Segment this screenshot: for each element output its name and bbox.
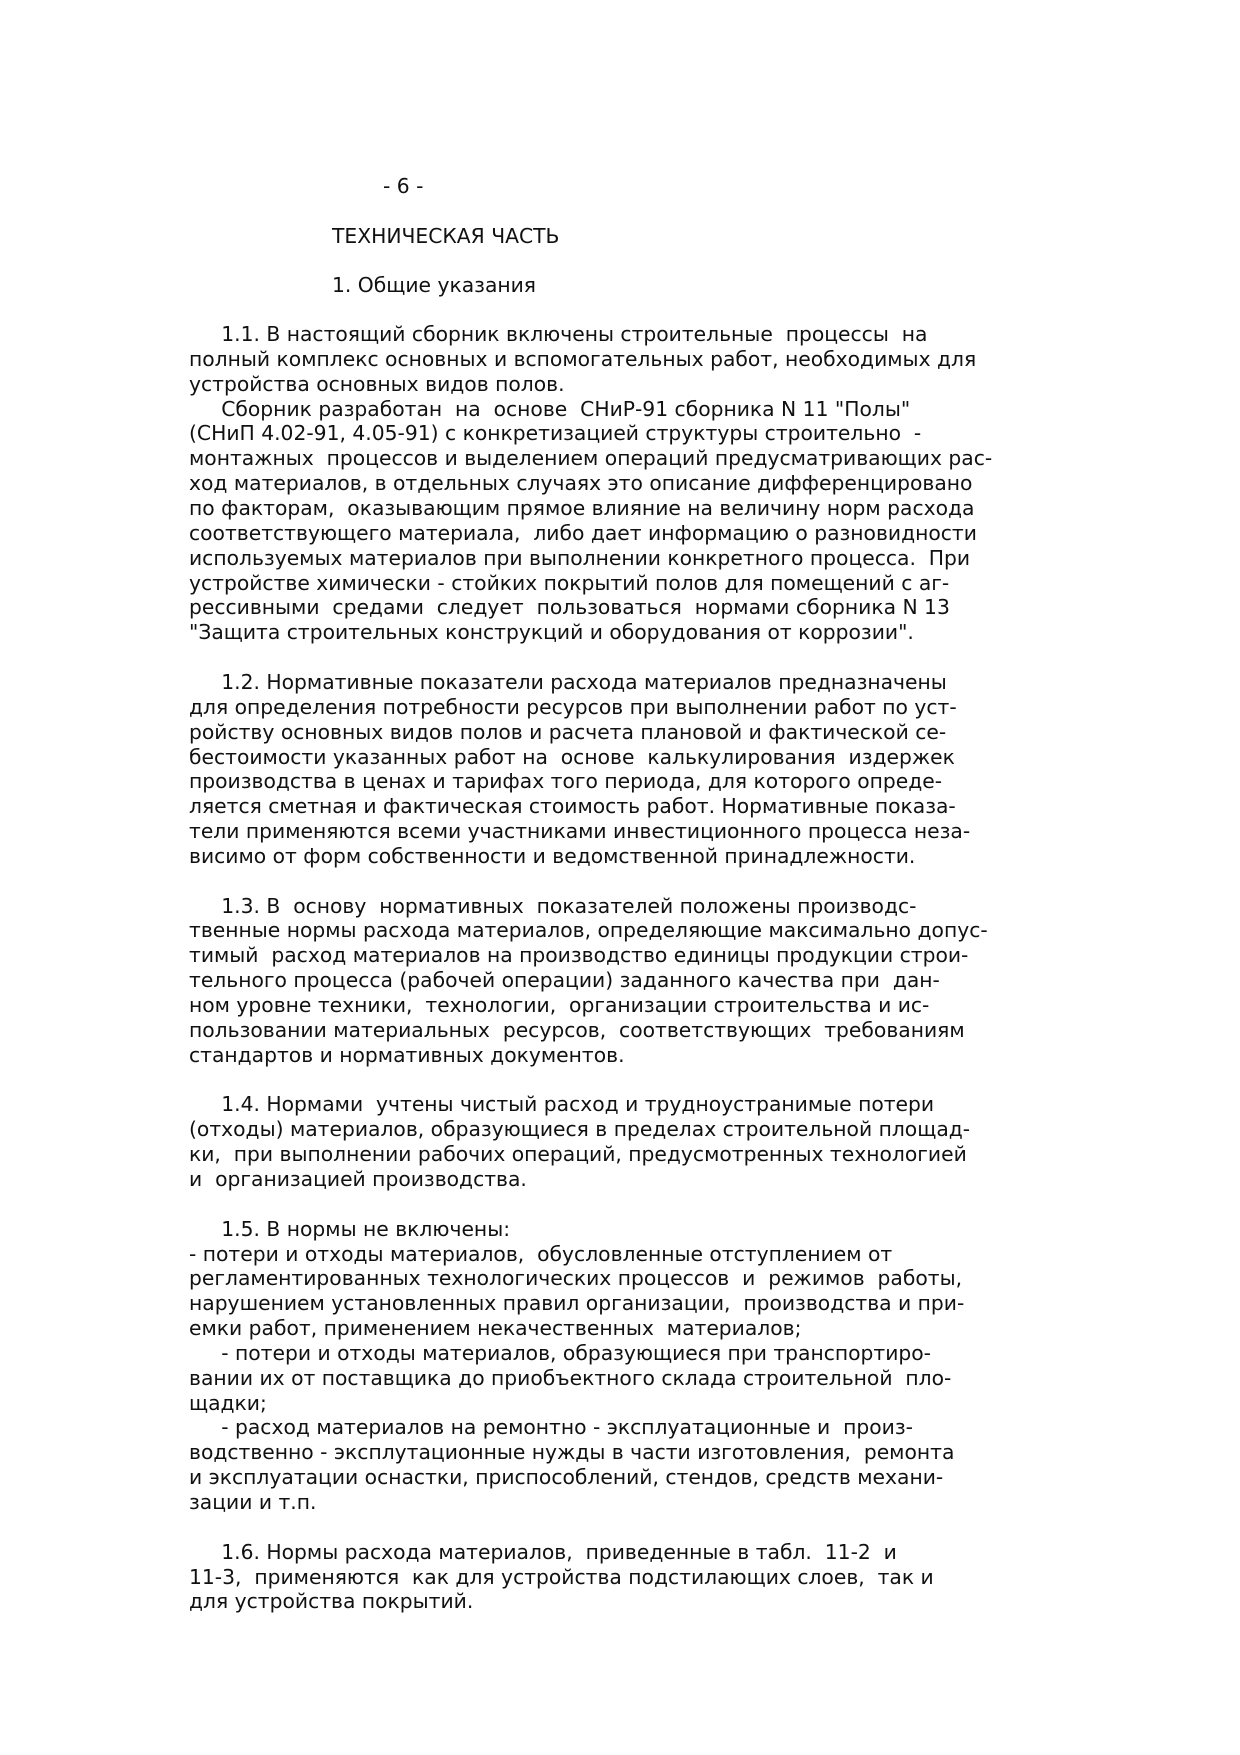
body-text-line: производства в ценах и тарифах того периода, для которого опреде- — [189, 769, 943, 794]
body-text-line: 1.6. Нормы расхода материалов, приведенные в табл. 11-2 и — [189, 1539, 897, 1564]
body-text-line: нарушением установленных правил организации, производства и при- — [189, 1291, 965, 1316]
body-text-line: водственно - эксплутационные нужды в части изготовления, ремонта — [189, 1440, 955, 1465]
body-text-line: и эксплуатации оснастки, приспособлений, стендов, средств механи- — [189, 1465, 944, 1490]
body-text-line: ки, при выполнении рабочих операций, предусмотренных технологией — [189, 1142, 967, 1167]
body-text-line: 1.1. В настоящий сборник включены строительные процессы на — [189, 322, 928, 346]
body-text-line: для определения потребности ресурсов при выполнении работ по уст- — [189, 694, 957, 719]
body-text-line: тели применяются всеми участниками инвестиционного процесса неза- — [189, 819, 971, 843]
body-text-line: 11-3, применяются как для устройства подстилающих слоев, так и — [189, 1564, 934, 1589]
body-text-line: висимо от форм собственности и ведомственной принадлежности. — [189, 843, 916, 868]
body-text-line: тельного процесса (рабочей операции) заданного качества при дан- — [189, 968, 940, 993]
body-text-line: ляется сметная и фактическая стоимость работ. Нормативные показа- — [189, 794, 956, 819]
body-text-line: используемых материалов при выполнении конкретного процесса. При — [189, 545, 971, 570]
body-text-line: устройства основных видов полов. — [189, 371, 565, 396]
body-text-line: стандартов и нормативных документов. — [189, 1042, 625, 1067]
body-text-line: соответствующего материала, либо дает информацию о разновидности — [189, 520, 977, 545]
body-text-line: по факторам, оказывающим прямое влияние на величину норм расхода — [189, 496, 975, 520]
body-text-line: (СНиП 4.02-91, 4.05-91) с конкретизацией структуры строительно - — [189, 421, 922, 446]
body-text-line: щадки; — [189, 1390, 267, 1415]
body-text-line: регламентированных технологических процессов и режимов работы, — [189, 1266, 963, 1291]
body-text-line: "Защита строительных конструкций и оборудования от коррозии". — [189, 620, 914, 645]
page-number: - 6 - — [383, 174, 424, 198]
body-text-line: 1.2. Нормативные показатели расхода материалов предназначены — [189, 669, 947, 694]
body-text-line: для устройства покрытий. — [189, 1589, 474, 1614]
body-text-line: зации и т.п. — [189, 1490, 317, 1514]
body-text-line: пользовании материальных ресурсов, соответствующих требованиям — [189, 1017, 965, 1042]
body-text-line: - потери и отходы материалов, образующиеся при транспортиро- — [189, 1340, 931, 1365]
body-text-line: ход материалов, в отдельных случаях это описание дифференцировано — [189, 471, 973, 496]
body-text-line: - расход материалов на ремонтно - эксплуатационные и произ- — [189, 1415, 913, 1440]
body-text-line: 1.4. Нормами учтены чистый расход и трудноустранимые потери — [189, 1092, 935, 1117]
body-text-line: рессивными средами следует пользоваться нормами сборника N 13 — [189, 595, 950, 620]
subsection-title: 1. Общие указания — [332, 273, 537, 297]
body-text-line: - потери и отходы материалов, обусловленные отступлением от — [189, 1241, 893, 1266]
body-text-line: тимый расход материалов на производство единицы продукции строи- — [189, 943, 969, 968]
body-text-line: твенные нормы расхода материалов, определяющие максимально допус- — [189, 918, 988, 943]
section-title: ТЕХНИЧЕСКАЯ ЧАСТЬ — [332, 224, 560, 248]
body-text-line: вании их от поставщика до приобъектного склада строительной пло- — [189, 1365, 952, 1390]
body-text-line: ном уровне техники, технологии, организации строительства и ис- — [189, 993, 930, 1017]
body-text-line: 1.5. В нормы не включены: — [189, 1216, 511, 1241]
body-text-line: полный комплекс основных и вспомогательных работ, необходимых для — [189, 346, 977, 371]
body-text-line: (отходы) материалов, образующиеся в пределах строительной площад- — [189, 1117, 971, 1142]
body-text-line: и организацией производства. — [189, 1166, 527, 1191]
body-text-line: Сборник разработан на основе СНиР-91 сборника N 11 "Полы" — [189, 396, 911, 421]
body-text-line: монтажных процессов и выделением операций предусматривающих рас- — [189, 446, 993, 471]
body-text-line: бестоимости указанных работ на основе калькулирования издержек — [189, 744, 955, 769]
body-text-line: емки работ, применением некачественных материалов; — [189, 1316, 802, 1340]
body-text-line: 1.3. В основу нормативных показателей положены производс- — [189, 893, 917, 918]
body-text-line: устройстве химически - стойких покрытий полов для помещений с аг- — [189, 570, 950, 595]
body-text-line: ройству основных видов полов и расчета плановой и фактической се- — [189, 719, 947, 744]
